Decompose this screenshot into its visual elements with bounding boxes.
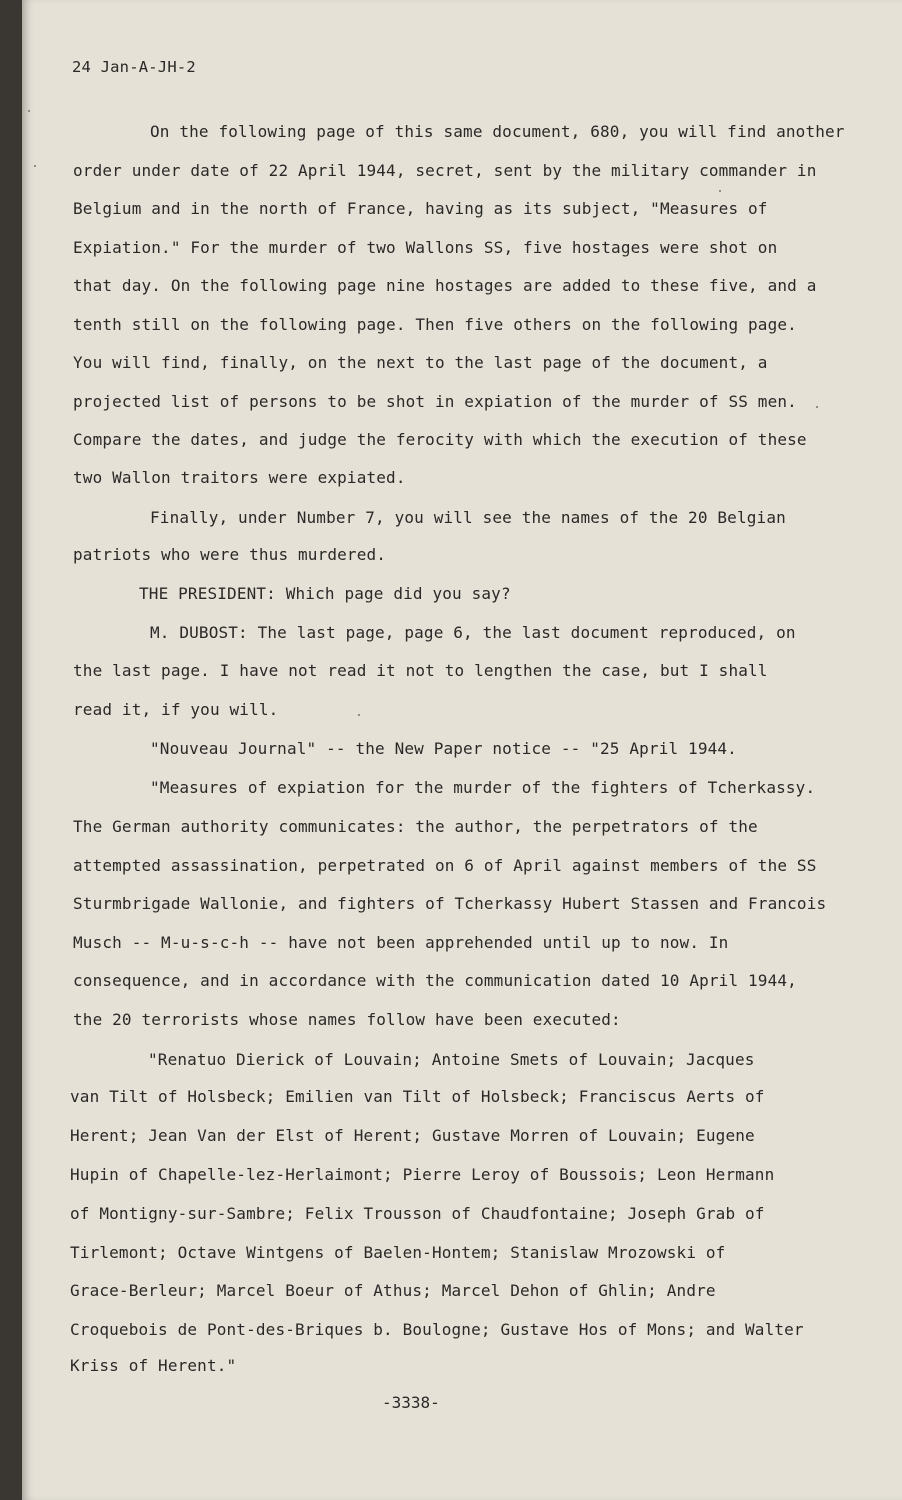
body-line: van Tilt of Holsbeck; Emilien van Tilt of Holsbeck; Franciscus Aerts of [70, 1087, 765, 1106]
body-line: "Nouveau Journal" -- the New Paper notice -- "25 April 1944. [150, 739, 737, 758]
body-line: Croquebois de Pont-des-Briques b. Boulogne; Gustave Hos of Mons; and Walter [70, 1320, 804, 1339]
body-line: patriots who were thus murdered. [73, 545, 387, 564]
body-line: "Renatuo Dierick of Louvain; Antoine Smets of Louvain; Jacques [148, 1050, 755, 1069]
body-line: projected list of persons to be shot in expiation of the murder of SS men. [73, 392, 797, 411]
body-line: the 20 terrorists whose names follow have been executed: [73, 1010, 621, 1029]
body-line: Hupin of Chapelle-lez-Herlaimont; Pierre Leroy of Boussois; Leon Hermann [70, 1165, 775, 1184]
body-line: On the following page of this same document, 680, you will find another [150, 122, 845, 141]
body-line: Sturmbrigade Wallonie, and fighters of Tcherkassy Hubert Stassen and Francois [73, 894, 827, 913]
body-line: Finally, under Number 7, you will see the names of the 20 Belgian [150, 508, 786, 527]
page-number: -3338- [382, 1393, 440, 1412]
body-line: Kriss of Herent." [70, 1356, 237, 1375]
paper-speck [719, 190, 721, 192]
body-line: THE PRESIDENT: Which page did you say? [139, 584, 511, 603]
body-line: Grace-Berleur; Marcel Boeur of Athus; Marcel Dehon of Ghlin; Andre [70, 1281, 716, 1300]
body-line: order under date of 22 April 1944, secret, sent by the military commander in [73, 161, 817, 180]
document-page [22, 0, 902, 1500]
body-line: read it, if you will. [73, 700, 279, 719]
page-header: 24 Jan-A-JH-2 [72, 58, 196, 76]
body-line: Tirlemont; Octave Wintgens of Baelen-Hontem; Stanislaw Mrozowski of [70, 1243, 726, 1262]
paper-speck [358, 714, 360, 716]
body-line: Belgium and in the north of France, having as its subject, "Measures of [73, 199, 768, 218]
body-line: Herent; Jean Van der Elst of Herent; Gustave Morren of Louvain; Eugene [70, 1126, 755, 1145]
body-line: of Montigny-sur-Sambre; Felix Trousson of Chaudfontaine; Joseph Grab of [70, 1204, 765, 1223]
body-line: "Measures of expiation for the murder of the fighters of Tcherkassy. [150, 778, 816, 797]
paper-speck [816, 406, 818, 408]
body-line: the last page. I have not read it not to lengthen the case, but I shall [73, 661, 768, 680]
paper-speck [28, 110, 30, 112]
body-line: Expiation." For the murder of two Wallons SS, five hostages were shot on [73, 238, 778, 257]
body-line: consequence, and in accordance with the communication dated 10 April 1944, [73, 971, 797, 990]
body-line: two Wallon traitors were expiated. [73, 468, 406, 487]
body-line: The German authority communicates: the author, the perpetrators of the [73, 817, 758, 836]
body-line: that day. On the following page nine hostages are added to these five, and a [73, 276, 817, 295]
paper-speck [34, 165, 36, 167]
body-line: attempted assassination, perpetrated on 6 of April against members of the SS [73, 856, 817, 875]
body-line: M. DUBOST: The last page, page 6, the last document reproduced, on [150, 623, 796, 642]
body-line: You will find, finally, on the next to the last page of the document, a [73, 353, 768, 372]
body-line: tenth still on the following page. Then five others on the following page. [73, 315, 797, 334]
body-line: Compare the dates, and judge the ferocity with which the execution of these [73, 430, 807, 449]
body-line: Musch -- M-u-s-c-h -- have not been apprehended until up to now. In [73, 933, 729, 952]
